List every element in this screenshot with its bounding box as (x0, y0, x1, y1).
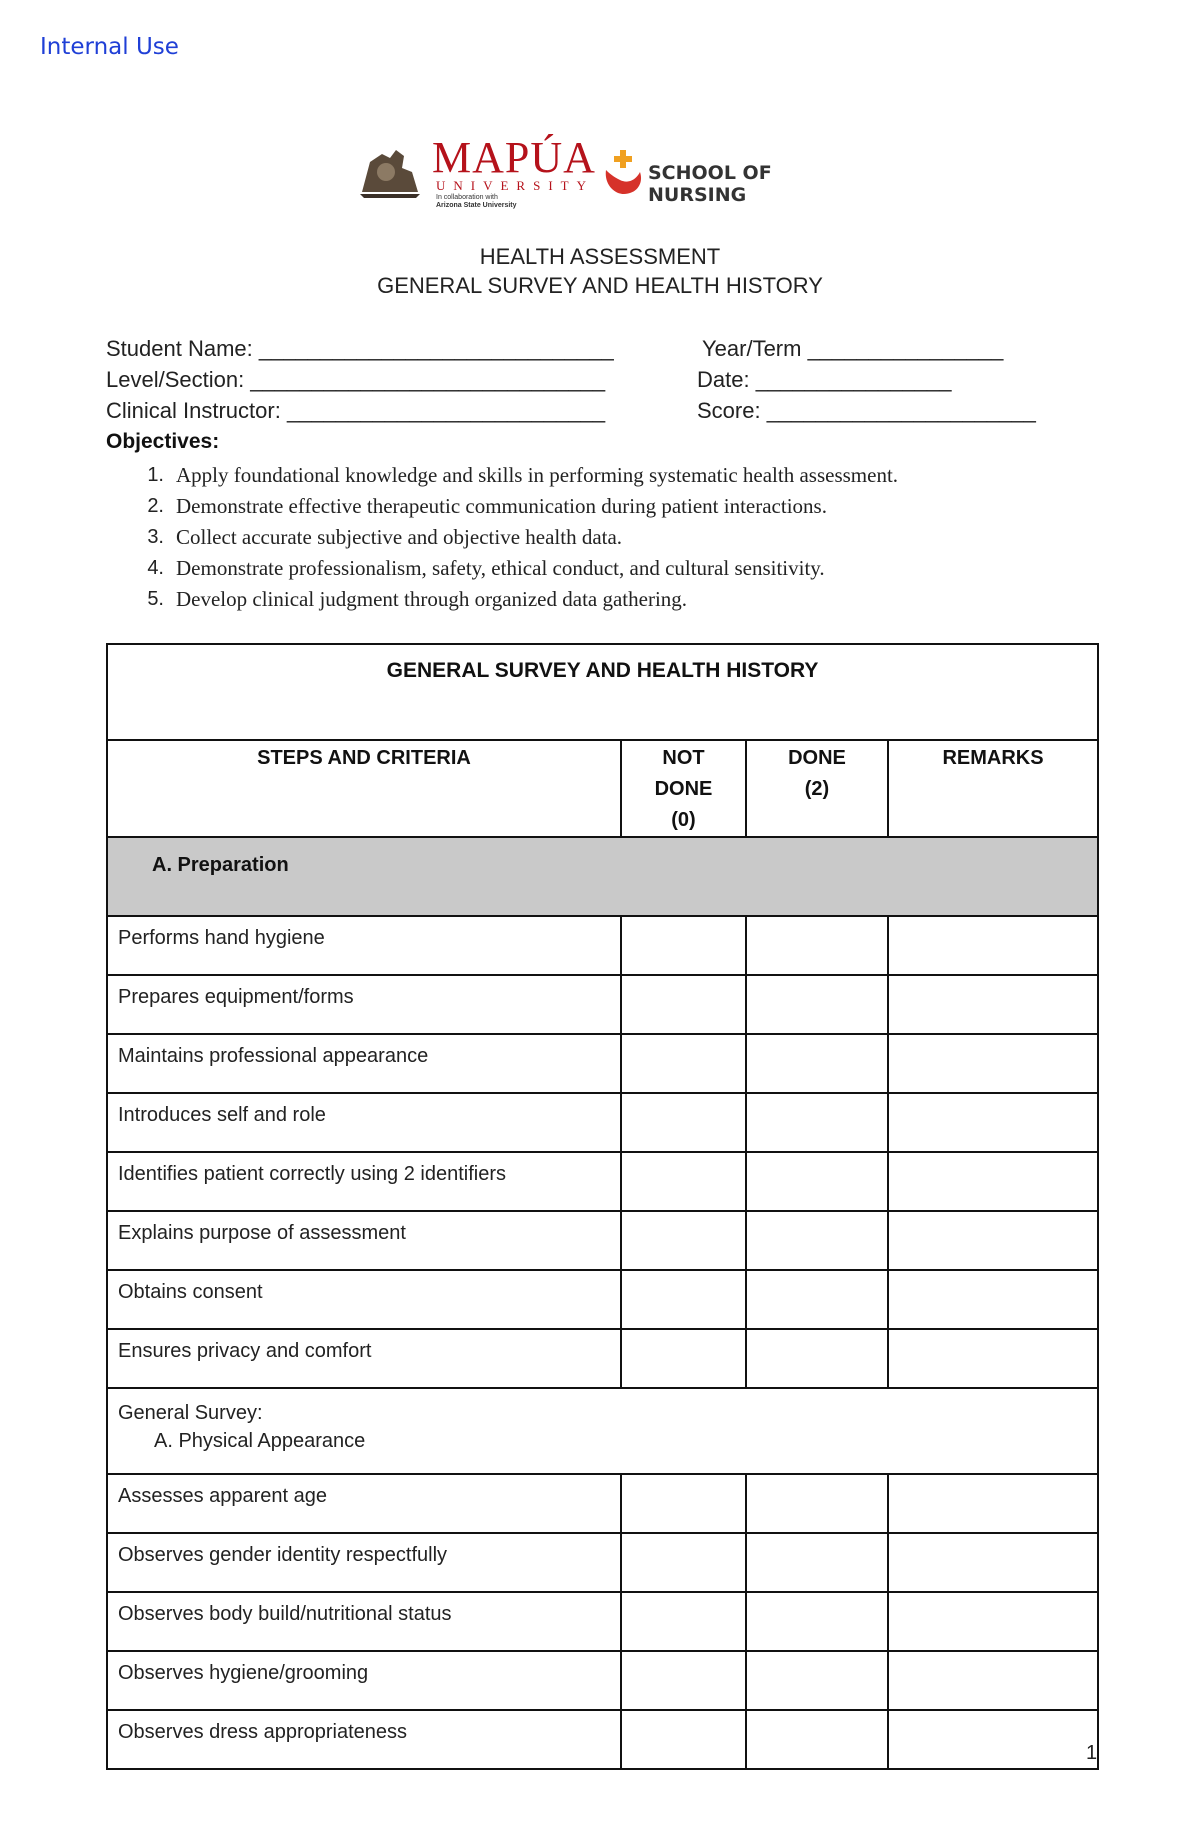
done-cell[interactable] (746, 1710, 888, 1769)
done-cell[interactable] (746, 1592, 888, 1651)
not-done-cell[interactable] (621, 916, 746, 975)
not-done-cell[interactable] (621, 1474, 746, 1533)
done-cell[interactable] (746, 1329, 888, 1388)
done-line-2: (2) (804, 778, 830, 800)
criterion-cell: Observes hygiene/grooming (107, 1651, 621, 1710)
table-row (107, 975, 1098, 1034)
section-header-preparation: A. Preparation (107, 837, 1098, 916)
not-done-cell[interactable] (621, 1093, 746, 1152)
not-done-cell[interactable] (621, 1270, 746, 1329)
table-row (107, 1329, 1098, 1388)
not-done-cell[interactable] (621, 1034, 746, 1093)
objective-item (106, 522, 898, 553)
done-cell[interactable] (746, 1211, 888, 1270)
table-row (107, 1474, 1098, 1533)
not-done-line-1: NOT (662, 747, 705, 769)
objective-item (106, 460, 898, 491)
checklist-table (106, 643, 1099, 1770)
col-header-not-done (621, 740, 746, 837)
remarks-cell[interactable] (888, 1152, 1098, 1211)
section-header-general-survey (107, 1388, 1098, 1474)
objectives-heading: Objectives: (106, 430, 220, 453)
remarks-cell[interactable] (888, 975, 1098, 1034)
remarks-cell[interactable] (888, 1270, 1098, 1329)
document-title: HEALTH ASSESSMENT (479, 244, 721, 269)
general-survey-label: General Survey: (118, 1402, 263, 1424)
objective-text: Demonstrate professionalism, safety, ethical conduct, and cultural sensitivity. (176, 556, 825, 580)
collab-line-2: Arizona State University (436, 202, 517, 209)
student-name-field: Student Name: _____________________________ (106, 336, 614, 361)
collaboration-note (436, 194, 517, 210)
document-subtitle: GENERAL SURVEY AND HEALTH HISTORY (377, 273, 823, 298)
done-cell[interactable] (746, 1093, 888, 1152)
year-term-field: Year/Term ________________ (702, 336, 1004, 361)
table-row (107, 1152, 1098, 1211)
objective-item (106, 584, 898, 615)
not-done-line-2: DONE (654, 778, 713, 800)
objective-text: Apply foundational knowledge and skills in performing systematic health assessment. (176, 463, 899, 487)
table-row (107, 916, 1098, 975)
remarks-cell[interactable] (888, 1651, 1098, 1710)
university-name: MAPÚA (432, 133, 596, 182)
remarks-cell[interactable] (888, 1592, 1098, 1651)
table-row (107, 1592, 1098, 1651)
score-field: Score: ______________________ (697, 398, 1036, 423)
objectives-list (106, 460, 898, 615)
remarks-cell[interactable] (888, 1093, 1098, 1152)
objective-item (106, 553, 898, 584)
criterion-cell: Explains purpose of assessment (107, 1211, 621, 1270)
table-row (107, 1651, 1098, 1710)
criterion-cell: Identifies patient correctly using 2 identifiers (107, 1152, 621, 1211)
objective-number: 1. (147, 464, 164, 486)
criterion-cell: Observes body build/nutritional status (107, 1592, 621, 1651)
objective-item (106, 491, 898, 522)
objective-text: Demonstrate effective therapeutic communication during patient interactions. (176, 494, 827, 518)
criterion-cell: Prepares equipment/forms (107, 975, 621, 1034)
not-done-line-3: (0) (671, 809, 696, 831)
table-row (107, 1270, 1098, 1329)
table-row (107, 1710, 1098, 1769)
table-row (107, 1211, 1098, 1270)
objective-number: 4. (147, 557, 164, 579)
criterion-cell: Maintains professional appearance (107, 1034, 621, 1093)
criterion-cell: Obtains consent (107, 1270, 621, 1329)
objective-number: 3. (147, 526, 164, 548)
criterion-cell: Ensures privacy and comfort (107, 1329, 621, 1388)
physical-appearance-label: A. Physical Appearance (154, 1430, 366, 1452)
nursing-flame-icon (600, 146, 646, 196)
page-number: 1 (1086, 1742, 1098, 1764)
done-line-1: DONE (788, 747, 846, 769)
criterion-cell: Introduces self and role (107, 1093, 621, 1152)
logo-banner (356, 133, 836, 216)
table-row (107, 1533, 1098, 1592)
university-subtitle: UNIVERSITY (436, 178, 594, 193)
done-cell[interactable] (746, 1152, 888, 1211)
done-cell[interactable] (746, 1474, 888, 1533)
school-name: SCHOOL OF NURSING (648, 162, 772, 206)
level-section-field: Level/Section: _____________________________ (106, 367, 606, 392)
done-cell[interactable] (746, 916, 888, 975)
criterion-cell: Assesses apparent age (107, 1474, 621, 1533)
col-header-steps: STEPS AND CRITERIA (107, 740, 621, 837)
done-cell[interactable] (746, 1651, 888, 1710)
criterion-cell: Performs hand hygiene (107, 916, 621, 975)
mapua-emblem-icon (356, 142, 424, 200)
remarks-cell[interactable] (888, 1710, 1098, 1769)
not-done-cell[interactable] (621, 975, 746, 1034)
table-row (107, 1034, 1098, 1093)
criterion-cell: Observes gender identity respectfully (107, 1533, 621, 1592)
objective-text: Collect accurate subjective and objective health data. (176, 525, 623, 549)
date-field: Date: ________________ (697, 367, 952, 392)
not-done-cell[interactable] (621, 1592, 746, 1651)
clinical-instructor-field: Clinical Instructor: __________________________ (106, 398, 606, 423)
not-done-cell[interactable] (621, 1533, 746, 1592)
not-done-cell[interactable] (621, 1329, 746, 1388)
table-row (107, 1093, 1098, 1152)
internal-use-label: Internal Use (40, 34, 179, 60)
not-done-cell[interactable] (621, 1211, 746, 1270)
done-cell[interactable] (746, 1533, 888, 1592)
done-cell[interactable] (746, 1270, 888, 1329)
remarks-cell[interactable] (888, 1211, 1098, 1270)
remarks-cell[interactable] (888, 916, 1098, 975)
not-done-cell[interactable] (621, 1152, 746, 1211)
not-done-cell[interactable] (621, 1651, 746, 1710)
done-cell[interactable] (746, 1034, 888, 1093)
col-header-done (746, 740, 888, 837)
objective-number: 2. (147, 495, 164, 517)
objective-text: Develop clinical judgment through organized data gathering. (176, 587, 688, 611)
remarks-cell[interactable] (888, 1034, 1098, 1093)
col-header-remarks: REMARKS (888, 740, 1098, 837)
table-title: GENERAL SURVEY AND HEALTH HISTORY (107, 644, 1098, 740)
remarks-cell[interactable] (888, 1533, 1098, 1592)
remarks-cell[interactable] (888, 1329, 1098, 1388)
not-done-cell[interactable] (621, 1710, 746, 1769)
objective-number: 5. (147, 588, 164, 610)
collab-line-1: In collaboration with (436, 194, 498, 201)
remarks-cell[interactable] (888, 1474, 1098, 1533)
done-cell[interactable] (746, 975, 888, 1034)
criterion-cell: Observes dress appropriateness (107, 1710, 621, 1769)
